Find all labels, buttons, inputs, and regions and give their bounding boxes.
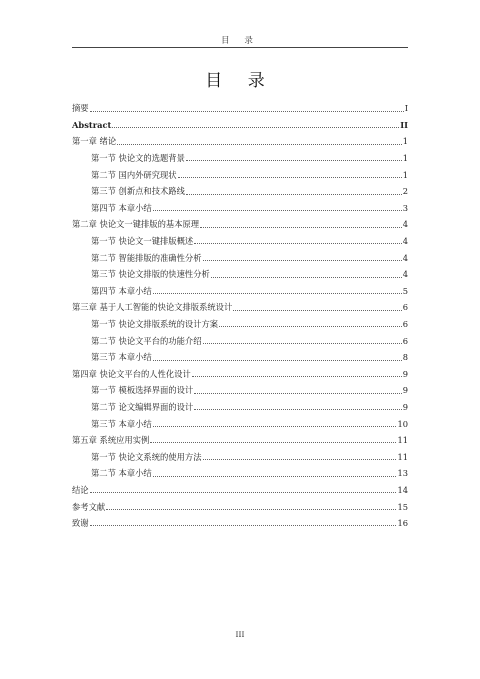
toc-entry-title: 第四节 本章小结	[91, 202, 152, 213]
dot-leader	[90, 524, 397, 526]
dot-leader	[153, 292, 402, 294]
toc-entry-page: I	[404, 103, 408, 114]
toc-entry-title: 第一节 快论文排版系统的设计方案	[91, 319, 219, 330]
toc-entry-title: 第三节 创新点和技术路线	[91, 186, 185, 197]
toc-entry[interactable]	[72, 479, 408, 496]
toc-entry-title: 第一节 快论文一键排版概述	[91, 236, 194, 247]
toc-entry-page: 8	[402, 352, 408, 363]
toc-entry-title: 第五章 系统应用实例	[72, 435, 150, 446]
toc-entry-page: 14	[397, 484, 408, 495]
toc-entry-page: 4	[402, 269, 408, 280]
toc-entry-title: 第一节 模板选择界面的设计	[91, 385, 194, 396]
toc-entry[interactable]	[72, 130, 408, 147]
toc-entry[interactable]	[72, 246, 408, 263]
toc-entry-title: 第二章 快论文一键排版的基本原理	[72, 219, 200, 230]
dot-leader	[106, 508, 396, 510]
dot-leader	[200, 226, 402, 228]
toc-entry-page: 11	[397, 435, 408, 446]
page-number: III	[235, 630, 245, 639]
toc-entry-title: 第四节 本章小结	[91, 285, 152, 296]
dot-leader	[194, 392, 402, 394]
toc-entry-page: 15	[397, 501, 408, 512]
toc-entry[interactable]	[72, 263, 408, 280]
dot-leader	[192, 375, 402, 377]
dot-leader	[186, 159, 402, 161]
toc-entry[interactable]	[72, 445, 408, 462]
toc-entry-page: 5	[402, 285, 408, 296]
toc-entry-title: 第四章 快论文平台的人性化设计	[72, 368, 191, 379]
toc-entry-title: 第二节 国内外研究现状	[91, 169, 177, 180]
toc-entry[interactable]	[72, 412, 408, 429]
toc-entry-page: 11	[397, 451, 408, 462]
toc-entry-title: Abstract	[72, 119, 112, 130]
toc-entry-page: 1	[402, 169, 408, 180]
toc-entry-page: 9	[402, 385, 408, 396]
toc-entry-title: 参考文献	[72, 501, 106, 512]
toc-entry-title: 第二节 本章小结	[91, 468, 152, 479]
toc-entry-page: 13	[397, 468, 408, 479]
dot-leader	[194, 242, 402, 244]
toc-entry-page: 10	[397, 418, 408, 429]
dot-leader	[112, 126, 399, 128]
toc-entry[interactable]	[72, 329, 408, 346]
toc-entry-title: 结论	[72, 484, 89, 495]
dot-leader	[153, 425, 397, 427]
dot-leader	[203, 342, 402, 344]
toc-entry-title: 第一节 快论文的选题背景	[91, 153, 185, 164]
dot-leader	[90, 491, 397, 493]
toc-entry-page: 4	[402, 236, 408, 247]
dot-leader	[203, 458, 397, 460]
dot-leader	[178, 176, 402, 178]
toc-entry-title: 第三节 快论文排版的快速性分析	[91, 269, 210, 280]
toc-entry[interactable]	[72, 163, 408, 180]
toc-entry[interactable]	[72, 313, 408, 330]
toc-entry-page: 4	[402, 219, 408, 230]
table-of-contents	[72, 97, 408, 528]
toc-title: 目 录	[205, 71, 275, 91]
toc-entry[interactable]	[72, 147, 408, 164]
dot-leader	[186, 193, 402, 195]
toc-entry-page: 9	[402, 368, 408, 379]
toc-entry-page: 1	[402, 153, 408, 164]
dot-leader	[150, 441, 396, 443]
toc-entry[interactable]	[72, 180, 408, 197]
toc-entry[interactable]	[72, 429, 408, 446]
toc-entry-page: 3	[402, 202, 408, 213]
toc-entry[interactable]	[72, 396, 408, 413]
dot-leader	[233, 309, 401, 311]
toc-entry-page: 2	[402, 186, 408, 197]
toc-entry[interactable]	[72, 363, 408, 380]
dot-leader	[153, 359, 402, 361]
toc-entry[interactable]	[72, 379, 408, 396]
toc-entry-title: 第一章 绪论	[72, 136, 117, 147]
dot-leader	[90, 110, 404, 112]
toc-entry-page: 1	[402, 136, 408, 147]
toc-entry[interactable]	[72, 346, 408, 363]
toc-entry[interactable]	[72, 495, 408, 512]
toc-entry-page: II	[400, 119, 408, 130]
dot-leader	[219, 325, 402, 327]
toc-entry-title: 第一节 快论文系统的使用方法	[91, 451, 202, 462]
toc-entry-page: 6	[402, 302, 408, 313]
dot-leader	[153, 209, 402, 211]
running-header: 目 录	[221, 36, 259, 46]
toc-entry-page: 6	[402, 319, 408, 330]
toc-entry-page: 9	[402, 401, 408, 412]
dot-leader	[203, 259, 402, 261]
toc-entry[interactable]	[72, 114, 408, 131]
toc-entry[interactable]	[72, 280, 408, 297]
toc-entry-page: 4	[402, 252, 408, 263]
dot-leader	[153, 475, 397, 477]
toc-entry[interactable]	[72, 296, 408, 313]
toc-entry[interactable]	[72, 213, 408, 230]
toc-entry-title: 第三节 本章小结	[91, 352, 152, 363]
toc-entry[interactable]	[72, 512, 408, 529]
toc-entry[interactable]	[72, 197, 408, 214]
dot-leader	[117, 143, 402, 145]
dot-leader	[211, 276, 402, 278]
toc-entry-title: 第三节 本章小结	[91, 418, 152, 429]
toc-entry-title: 第二节 快论文平台的功能介绍	[91, 335, 202, 346]
toc-entry[interactable]	[72, 462, 408, 479]
dot-leader	[194, 408, 402, 410]
toc-entry[interactable]	[72, 230, 408, 247]
toc-entry-page: 6	[402, 335, 408, 346]
toc-entry-title: 致谢	[72, 518, 89, 529]
toc-entry-title: 第三章 基于人工智能的快论文排版系统设计	[72, 302, 233, 313]
toc-entry[interactable]	[72, 97, 408, 114]
toc-entry-title: 摘要	[72, 103, 89, 114]
toc-entry-page: 16	[397, 518, 408, 529]
header-rule	[72, 47, 408, 48]
toc-entry-title: 第二节 论文编辑界面的设计	[91, 401, 194, 412]
toc-entry-title: 第二节 智能排版的准确性分析	[91, 252, 202, 263]
